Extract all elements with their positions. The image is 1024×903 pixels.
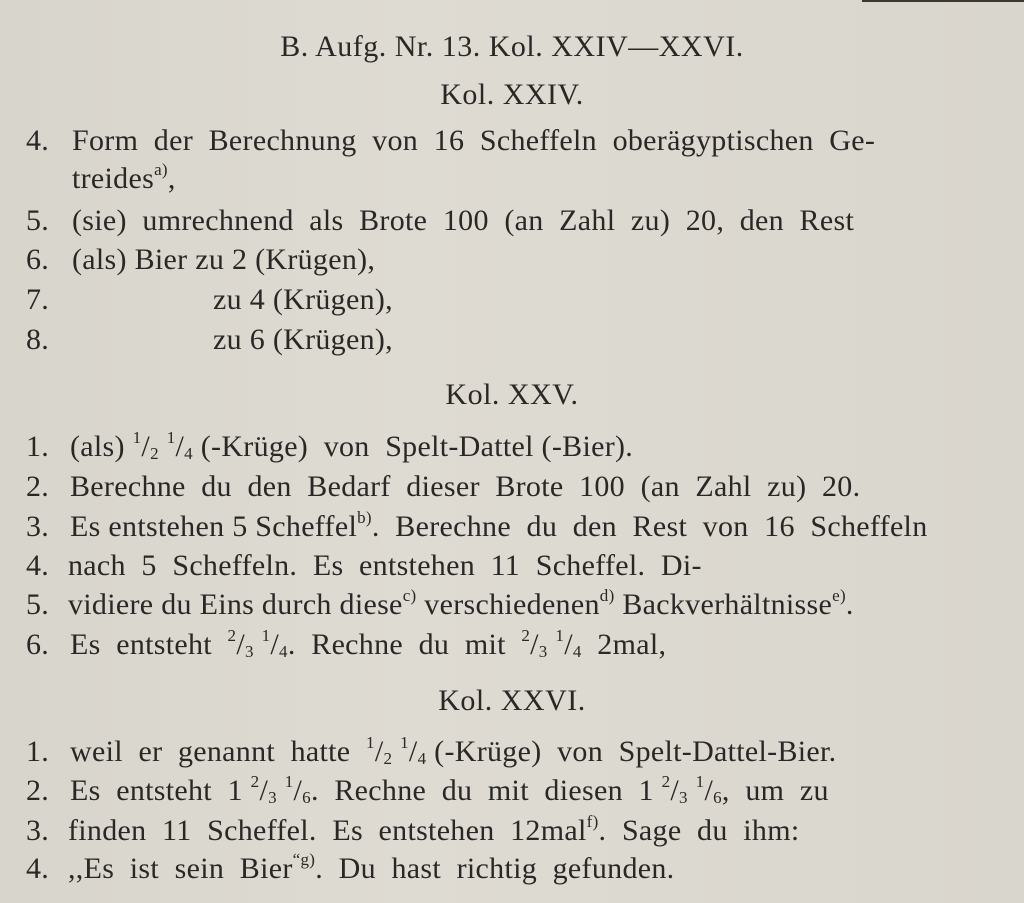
line-number: 4.: [26, 549, 50, 582]
line-number: 3.: [26, 510, 50, 543]
line-number: 1.: [26, 430, 50, 463]
text-line: [0, 124, 1024, 164]
line-text: finden 11 Scheffel. Es entstehen 12mal$^{f)}$. Sage du ihm:: [68, 812, 800, 847]
top-rule: [862, 0, 1024, 2]
text-line: [0, 283, 1024, 323]
line-text: Es entstehen 5 Scheffel$^{b)}$. Berechne du den Rest von 16 Scheffeln: [70, 508, 928, 543]
text-line: [0, 852, 1024, 892]
line-number: 6.: [26, 243, 50, 276]
text-line: [0, 204, 1024, 244]
line-text: weil er genannt hatte $^1/_2$ $^1/_4$ (-Krüge) von Spelt-Dattel-Bier.: [70, 733, 837, 768]
line-text: (sie) umrechnend als Brote 100 (an Zahl zu) 20, den Rest: [72, 204, 855, 237]
line-number: 1.: [26, 735, 50, 768]
line-number: 6.: [26, 628, 50, 661]
line-number: 8.: [26, 323, 50, 356]
text-line: [0, 162, 1024, 202]
line-text: Berechne du den Bedarf dieser Brote 100 (an Zahl zu) 20.: [70, 470, 861, 503]
text-line: [0, 323, 1024, 363]
line-text: Form der Berechnung von 16 Scheffeln oberägyptischen Ge-: [72, 124, 876, 157]
line-text: nach 5 Scheffeln. Es entstehen 11 Scheffel. Di-: [68, 549, 702, 582]
line-number: 3.: [26, 814, 50, 847]
line-number: 2.: [26, 774, 50, 807]
line-text: ,,Es ist sein Bier$^{“g)}$. Du hast richtig gefunden.: [68, 850, 675, 885]
section-title-kol-xxv: Kol. XXV.: [445, 378, 579, 411]
text-line: [0, 430, 1024, 470]
line-text: vidiere du Eins durch diese$^{c)}$ verschiedenen$^{d)}$ Backverhältnisse$^{e)}$.: [68, 586, 854, 621]
line-text: (als) Bier zu 2 (Krügen),: [72, 243, 376, 276]
line-number: 7.: [26, 283, 50, 316]
text-line: [0, 470, 1024, 510]
text-line: [0, 588, 1024, 628]
line-text: zu 4 (Krügen),: [213, 283, 393, 316]
line-number: 4.: [26, 124, 50, 157]
line-text: treides$^{a)}$,: [72, 160, 176, 195]
section-title-kol-xxiv: Kol. XXIV.: [440, 78, 584, 111]
text-line: [0, 243, 1024, 283]
line-number: 5.: [26, 204, 50, 237]
line-text: Es entsteht 1 $^2/_3$ $^1/_6$. Rechne du mit diesen 1 $^2/_3$ $^1/_6$, um zu: [70, 772, 829, 807]
text-line: [0, 628, 1024, 668]
page-header: B. Aufg. Nr. 13. Kol. XXIV—XXVI.: [280, 30, 744, 63]
line-number: 4.: [26, 852, 50, 885]
line-text: Es entsteht $^2/_3$ $^1/_4$. Rechne du mit $^2/_3$ $^1/_4$ 2mal,: [70, 626, 667, 661]
text-line: [0, 814, 1024, 854]
line-text: zu 6 (Krügen),: [213, 323, 393, 356]
text-line: [0, 510, 1024, 550]
line-number: 2.: [26, 470, 50, 503]
text-line: [0, 549, 1024, 589]
text-line: [0, 735, 1024, 775]
line-number: 5.: [26, 588, 50, 621]
text-line: [0, 774, 1024, 814]
line-text: (als) $^1/_2$ $^1/_4$ (-Krüge) von Spelt-Dattel (-Bier).: [70, 428, 634, 463]
section-title-kol-xxvi: Kol. XXVI.: [438, 684, 586, 717]
